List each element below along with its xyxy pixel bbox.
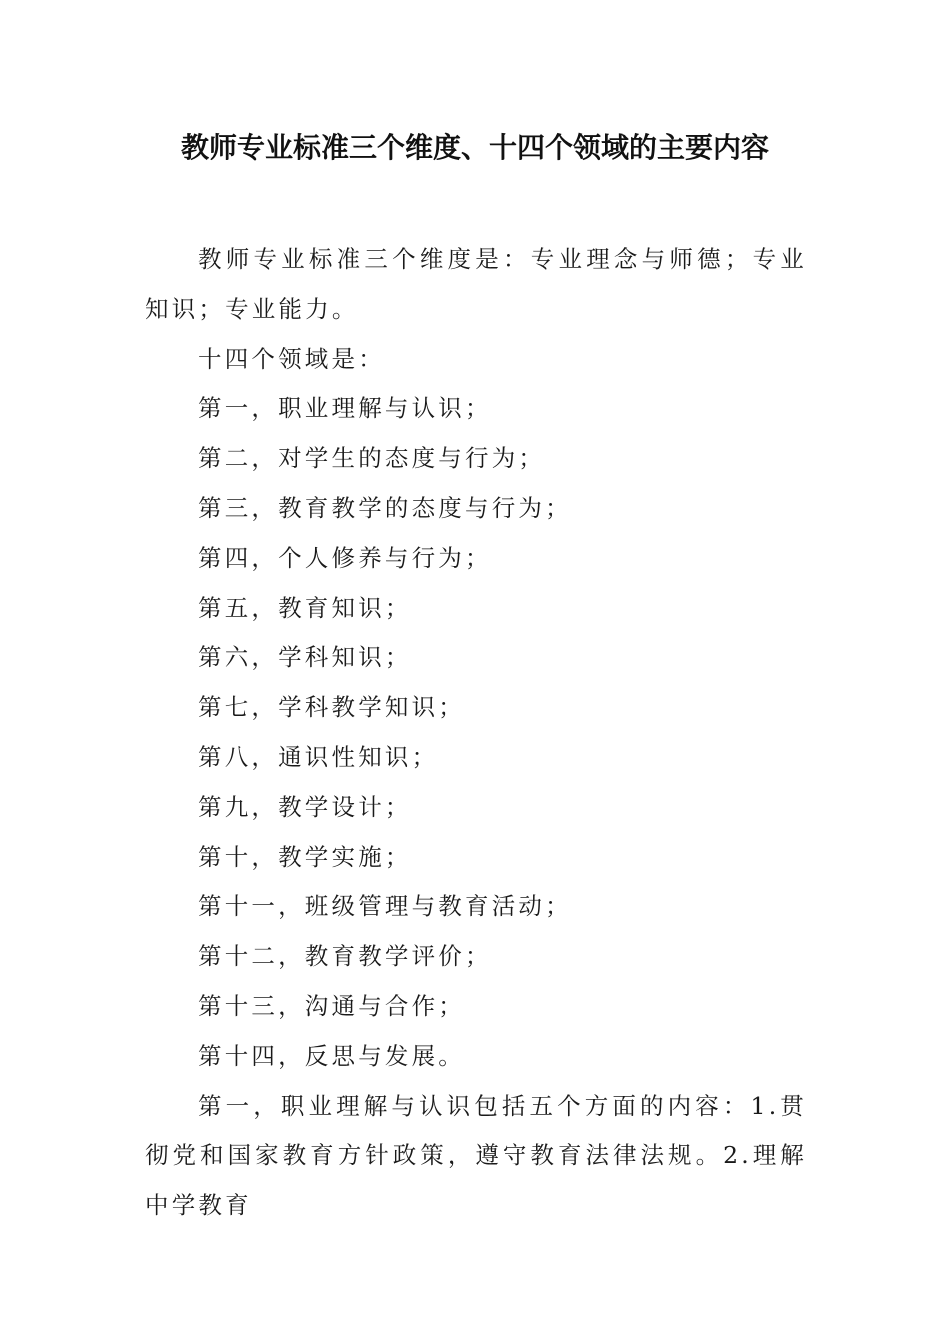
document-body [145, 235, 807, 1231]
domain-item: 第八，通识性知识； [198, 742, 439, 771]
domain-item: 第十四，反思与发展。 [198, 1041, 465, 1070]
domain-item: 第十，教学实施； [198, 842, 412, 871]
domain-item: 第四，个人修养与行为； [198, 543, 492, 572]
domain-item: 第十二，教育教学评价； [198, 942, 492, 971]
closing-paragraph: 第一，职业理解与认识包括五个方面的内容：1.贯彻党和国家教育方针政策，遵守教育法律法规。2.理解中学教育 [145, 1091, 807, 1220]
intro-paragraph: 教师专业标准三个维度是：专业理念与师德；专业知识；专业能力。 [145, 245, 807, 323]
domain-item: 第三，教育教学的态度与行为； [198, 493, 572, 522]
domain-item: 第十三，沟通与合作； [198, 991, 465, 1020]
domain-item: 第七，学科教学知识； [198, 693, 465, 722]
domain-item: 第六，学科知识； [198, 643, 412, 672]
domain-item: 第九，教学设计； [198, 792, 412, 821]
domains-heading: 十四个领域是： [198, 344, 385, 373]
domain-item: 第十一，班级管理与教育活动； [198, 892, 572, 921]
document-title: 教师专业标准三个维度、十四个领域的主要内容 [180, 131, 769, 164]
domain-item: 第五，教育知识； [198, 593, 412, 622]
domain-item: 第一，职业理解与认识； [198, 394, 492, 423]
domain-item: 第二，对学生的态度与行为； [198, 444, 546, 473]
